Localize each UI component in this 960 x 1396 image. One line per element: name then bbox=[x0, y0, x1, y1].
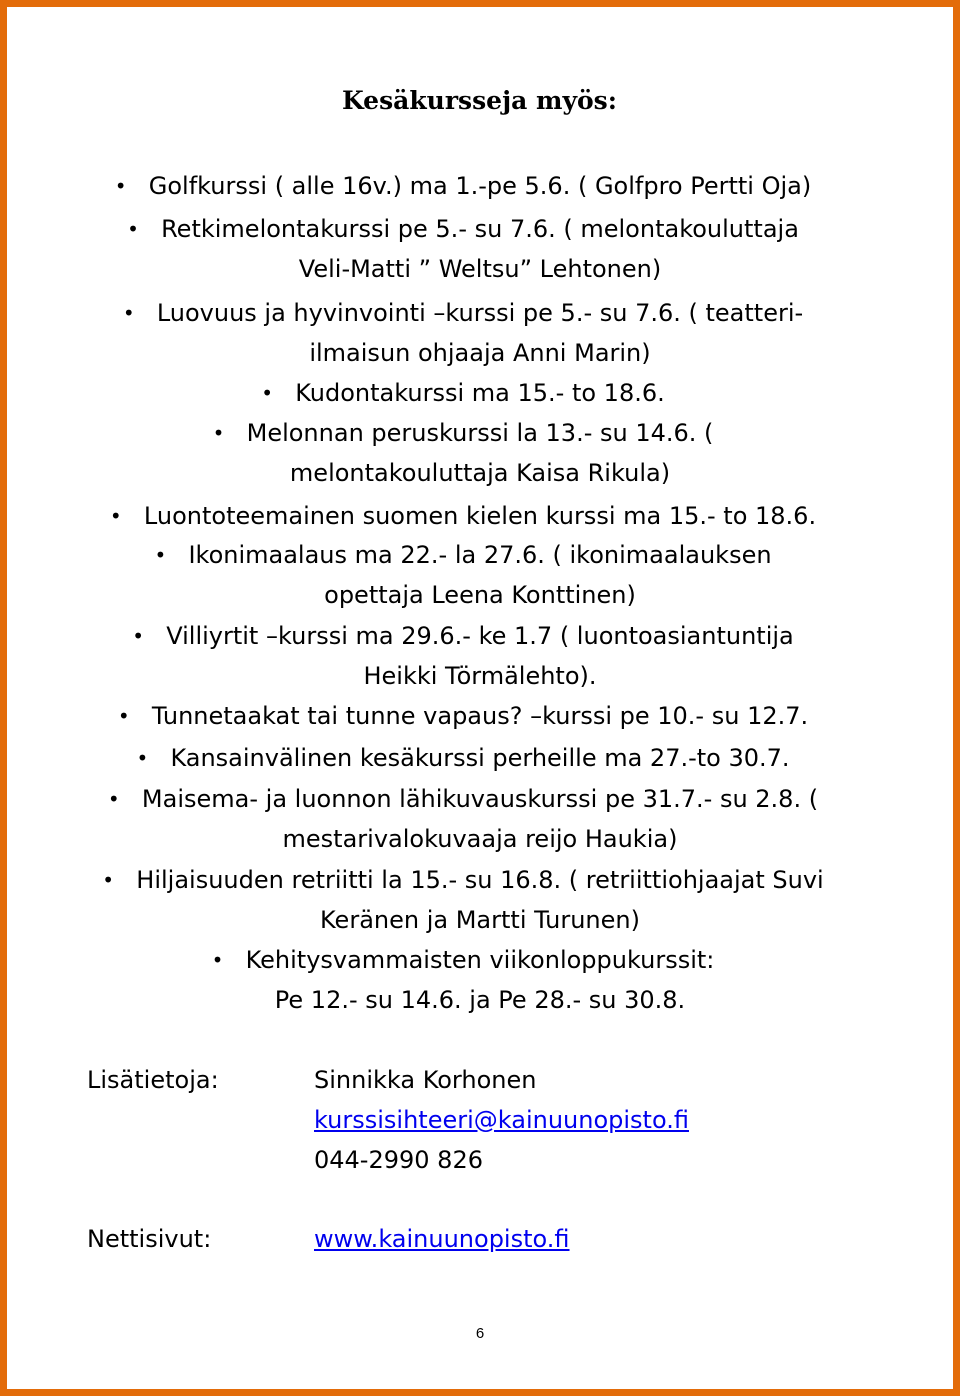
course-item bbox=[0, 860, 960, 940]
contact-label: Lisätietoja: bbox=[87, 1066, 219, 1094]
course-line: • Retkimelontakurssi pe 5.- su 7.6. ( melontakouluttaja bbox=[0, 209, 960, 249]
course-line: ilmaisun ohjaaja Anni Marin) bbox=[309, 339, 651, 367]
course-item bbox=[0, 413, 960, 493]
course-line: melontakouluttaja Kaisa Rikula) bbox=[289, 459, 671, 487]
course-item bbox=[0, 166, 960, 206]
course-item bbox=[0, 779, 960, 859]
course-line: Veli-Matti ” Weltsu” Lehtonen) bbox=[298, 255, 662, 283]
contact-phone: 044-2990 826 bbox=[314, 1146, 483, 1174]
course-line: opettaja Leena Konttinen) bbox=[324, 581, 636, 609]
contact-email-link[interactable]: kurssisihteeri@kainuunopisto.fi bbox=[314, 1106, 689, 1134]
website-link[interactable]: www.kainuunopisto.fi bbox=[314, 1225, 570, 1253]
course-line: Keränen ja Martti Turunen) bbox=[320, 906, 640, 934]
course-line: mestarivalokuvaaja reijo Haukia) bbox=[282, 825, 678, 853]
course-line: Pe 12.- su 14.6. ja Pe 28.- su 30.8. bbox=[274, 986, 686, 1014]
course-line: • Luovuus ja hyvinvointi –kurssi pe 5.- su 7.6. ( teatteri- bbox=[0, 293, 960, 333]
course-line: • Melonnan peruskurssi la 13.- su 14.6. ( bbox=[0, 413, 960, 453]
page-heading: Kesäkursseja myös: bbox=[342, 86, 617, 115]
course-line: • Hiljaisuuden retriitti la 15.- su 16.8. ( retriittiohjaajat Suvi bbox=[0, 860, 960, 900]
page-number: 6 bbox=[475, 1325, 485, 1342]
course-line: • Kehitysvammaisten viikonloppukurssit: bbox=[0, 940, 960, 980]
course-line: • Kansainvälinen kesäkurssi perheille ma 27.-to 30.7. bbox=[0, 738, 960, 778]
course-item bbox=[0, 535, 960, 615]
course-item bbox=[0, 373, 960, 413]
course-item bbox=[0, 738, 960, 778]
course-line: • Kudontakurssi ma 15.- to 18.6. bbox=[0, 373, 960, 413]
course-line: • Tunnetaakat tai tunne vapaus? –kurssi pe 10.- su 12.7. bbox=[0, 696, 960, 736]
course-item bbox=[0, 696, 960, 736]
website-label: Nettisivut: bbox=[87, 1225, 212, 1253]
course-item bbox=[0, 940, 960, 1020]
contact-name: Sinnikka Korhonen bbox=[314, 1066, 537, 1094]
course-line: Heikki Törmälehto). bbox=[363, 662, 597, 690]
course-item bbox=[0, 616, 960, 696]
course-item bbox=[0, 293, 960, 373]
course-line: • Villiyrtit –kurssi ma 29.6.- ke 1.7 ( luontoasiantuntija bbox=[0, 616, 960, 656]
course-line: • Luontoteemainen suomen kielen kurssi ma 15.- to 18.6. bbox=[0, 496, 960, 536]
course-line: • Maisema- ja luonnon lähikuvauskurssi pe 31.7.- su 2.8. ( bbox=[0, 779, 960, 819]
course-line: • Golfkurssi ( alle 16v.) ma 1.-pe 5.6. ( Golfpro Pertti Oja) bbox=[0, 166, 960, 206]
course-item bbox=[0, 496, 960, 536]
course-item bbox=[0, 209, 960, 289]
course-line: • Ikonimaalaus ma 22.- la 27.6. ( ikonimaalauksen bbox=[0, 535, 960, 575]
